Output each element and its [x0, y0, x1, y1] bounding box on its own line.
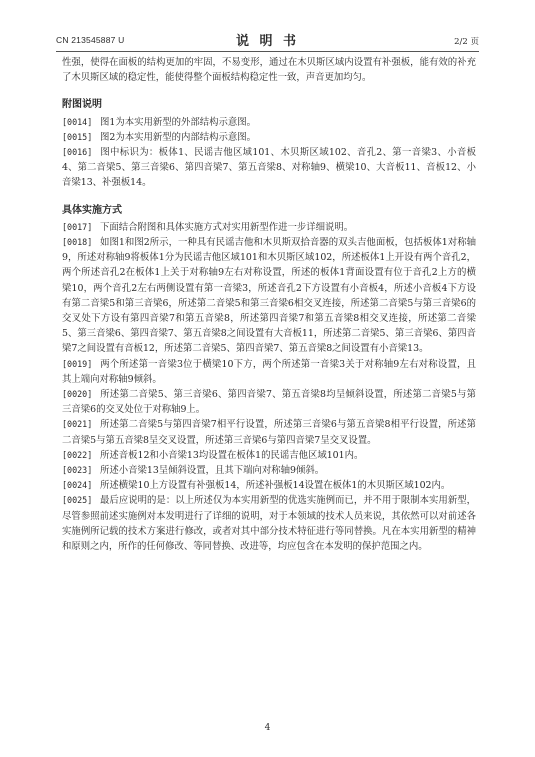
paragraph-text: 图1为本实用新型的外部结构示意图。	[100, 116, 256, 128]
paragraph-0020	[62, 387, 476, 417]
header-rule	[56, 51, 479, 52]
paragraph-text: 所述第二音梁5、第三音梁6、第四音梁7、第五音梁8均呈倾斜设置，所述第二音梁5与第三音梁6的交叉处位于对称轴9上。	[62, 389, 476, 416]
section-title-embodiment: 具体实施方式	[62, 204, 122, 216]
paragraph-0014	[62, 115, 476, 130]
paragraph-number: [0017]	[62, 221, 93, 232]
paragraph-0019	[62, 357, 476, 387]
page-header	[56, 30, 479, 48]
paragraph-0015	[62, 130, 476, 145]
paragraph-0016	[62, 145, 476, 191]
paragraph-number: [0021]	[62, 419, 93, 430]
paragraph-number: [0024]	[62, 480, 93, 491]
paragraph-text: 如图1和图2所示，一种具有民谣吉他和木贝斯双拾音器的双头吉他面板，包括板体1对称轴9，所述对称轴9将板体1分为民谣吉他区域101和木贝斯区域102，所述板体1上开设有两个音孔2，两个所述音孔2在板体1上关于对称轴9左右对称设置，所述的板体1背面设置有位于音孔2上方的横梁10，两个音孔2左右两侧设置有第一音梁3，所述音孔2下方设置有小音板4，所述小音板4下方设有第二音梁5和第三音梁6，所述第二音梁5和第三音梁6相交叉连接，所述第二音梁5与第三音梁6的交叉处下方设有第四音梁7和第五音梁8，所述第四音梁7和第五音梁8相交叉连接，所述第二音梁5、第三音梁6、第四音梁7、第五音梁8之间设置有大音板11，所述第二音梁5、第三音梁6、第四音梁7之间设置有音板12，所述第二音梁5、第四音梁7、第五音梁8之间设置有小音梁13。	[62, 237, 476, 355]
paragraph-0018	[62, 235, 476, 357]
document-body	[62, 55, 476, 554]
paragraph-number: [0022]	[62, 449, 93, 460]
page-number: 4	[264, 723, 271, 733]
section-title-drawings: 附图说明	[62, 99, 102, 111]
paragraph-text: 最后应说明的是：以上所述仅为本实用新型的优选实施例而已，并不用于限制本实用新型，尽管参照前述实施例对本发明进行了详细的说明，对于本领域的技术人员来说，其依然可以对前述各实施例所记载的技术方案进行修改，或者对其中部分技术特征进行等同替换。凡在本实用新型的精神和原则之内，所作的任何修改、等同替换、改进等，均应包含在本发明的保护范围之内。	[62, 495, 476, 553]
paragraph-number: [0016]	[62, 147, 93, 158]
paragraph-text: 所述第二音梁5与第四音梁7相平行设置，所述第三音梁6与第五音梁8相平行设置，所述第二音梁5与第五音梁8呈交叉设置，所述第三音梁6与第四音梁7呈交叉设置。	[62, 419, 476, 446]
page-of: 2/2 页	[454, 37, 479, 47]
paragraph-text: 所述音板12和小音梁13均设置在板体1的民谣吉他区域101内。	[100, 449, 364, 461]
paragraph-number: [0015]	[62, 131, 93, 142]
paragraph-0023	[62, 463, 476, 478]
paragraph-number: [0025]	[62, 495, 93, 506]
paragraph-text: 所述横梁10上方设置有补强板14，所述补强板14设置在板体1的木贝斯区域102内。	[100, 480, 451, 492]
paragraph-number: [0019]	[62, 358, 93, 369]
paragraph-0021	[62, 417, 476, 447]
paragraph-text: 下面结合附图和具体实施方式对实用新型作进一步详细说明。	[100, 221, 354, 233]
doc-type-title: 说 明 书	[235, 34, 300, 49]
paragraph-number: [0020]	[62, 389, 93, 400]
paragraph-text: 图2为本实用新型的内部结构示意图。	[100, 131, 256, 143]
lead-paragraph: 性强，使得在面板的结构更加的牢固，不易变形，通过在木贝斯区域内设置有补强板，能有效的补充了木贝斯区域的稳定性，能使得整个面板结构稳定性一致，声音更加均匀。	[62, 57, 476, 84]
paragraph-number: [0023]	[62, 465, 93, 476]
paragraph-text: 两个所述第一音梁3位于横梁10下方，两个所述第一音梁3关于对称轴9左右对称设置，且其上端向对称轴9倾斜。	[62, 358, 476, 385]
paragraph-0017	[62, 220, 476, 235]
paragraph-number: [0014]	[62, 116, 93, 127]
paragraph-0022	[62, 448, 476, 463]
paragraph-0024	[62, 478, 476, 493]
paragraph-0025	[62, 493, 476, 554]
paragraph-text: 所述小音梁13呈倾斜设置，且其下端向对称轴9倾斜。	[100, 465, 325, 477]
paragraph-text: 图中标识为：板体1、民谣吉他区域101、木贝斯区域102、音孔2、第一音梁3、小音板4、第二音梁5、第三音梁6、第四音梁7、第五音梁8、对称轴9、横梁10、大音板11、音板12、小音梁13、补强板14。	[62, 147, 476, 189]
paragraph-number: [0018]	[62, 237, 93, 248]
doc-number: CN 213545887 U	[56, 35, 125, 45]
